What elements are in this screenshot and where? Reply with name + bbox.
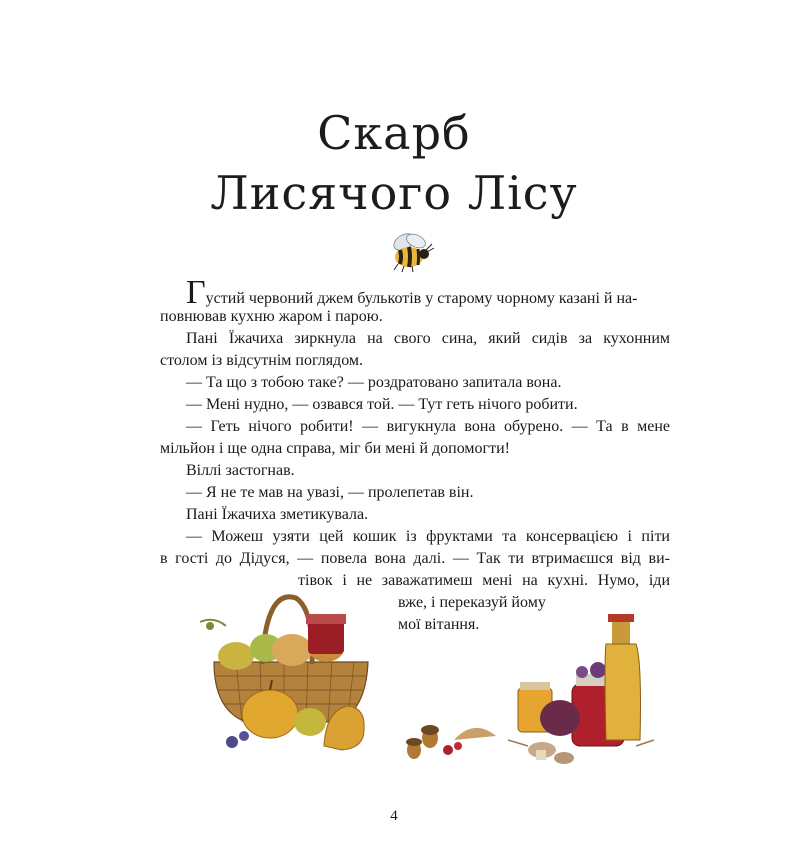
paragraph-1-line-1: Густий червоний джем булькотів у старому чорному казані й на- (186, 274, 638, 311)
chapter-title-line-2: Лисячого Лісу (210, 166, 578, 220)
paragraph-5-line-1: — Геть нічого робити! — вигукнула вона обурено. — Та в мене (186, 418, 670, 435)
paragraph-2-line-1: Пані Їжачиха зиркнула на свого сина, який сидів за кухонним (186, 330, 670, 347)
drop-cap: Г (186, 274, 206, 311)
paragraph-5-line-2: мільйон і ще одна справа, міг би мені й допомогти! (160, 440, 510, 457)
jars-and-bottle (508, 614, 654, 746)
chapter-title-line-1: Скарб (317, 106, 471, 160)
paragraph-9-line-3: тівок і не заважатимеш мені на кухні. Нумо, іди (298, 572, 670, 589)
paragraph-6: Віллі застогнав. (186, 462, 295, 479)
paragraph-2-line-2: столом із відсутнім поглядом. (160, 352, 364, 369)
page-number: 4 (390, 808, 398, 824)
bee-icon (382, 230, 438, 276)
paragraph-1-line-2: повнював кухню жаром і парою. (160, 308, 383, 325)
paragraph-9-line-2: в гості до Дідуся, — повела вона далі. — Так ти втримаєшся від ви- (160, 550, 670, 567)
paragraph-8: Пані Їжачиха зметикувала. (186, 506, 369, 523)
paragraph-9-line-5: мої вітання. (398, 616, 480, 633)
paragraph-9-line-1: — Можеш узяти цей кошик із фруктами та консервацією і піти (186, 528, 670, 545)
paragraph-7: — Я не те мав на увазі, — пролепетав він. (186, 484, 474, 501)
paragraph-9-line-4: вже, і переказуй йому (398, 594, 546, 611)
paragraph-4: — Мені нудно, — озвався той. — Тут геть нічого робити. (186, 396, 578, 413)
fruit-basket-illustration (196, 590, 656, 780)
paragraph-3: — Та що з тобою таке? — роздратовано запитала вона. (186, 374, 562, 391)
